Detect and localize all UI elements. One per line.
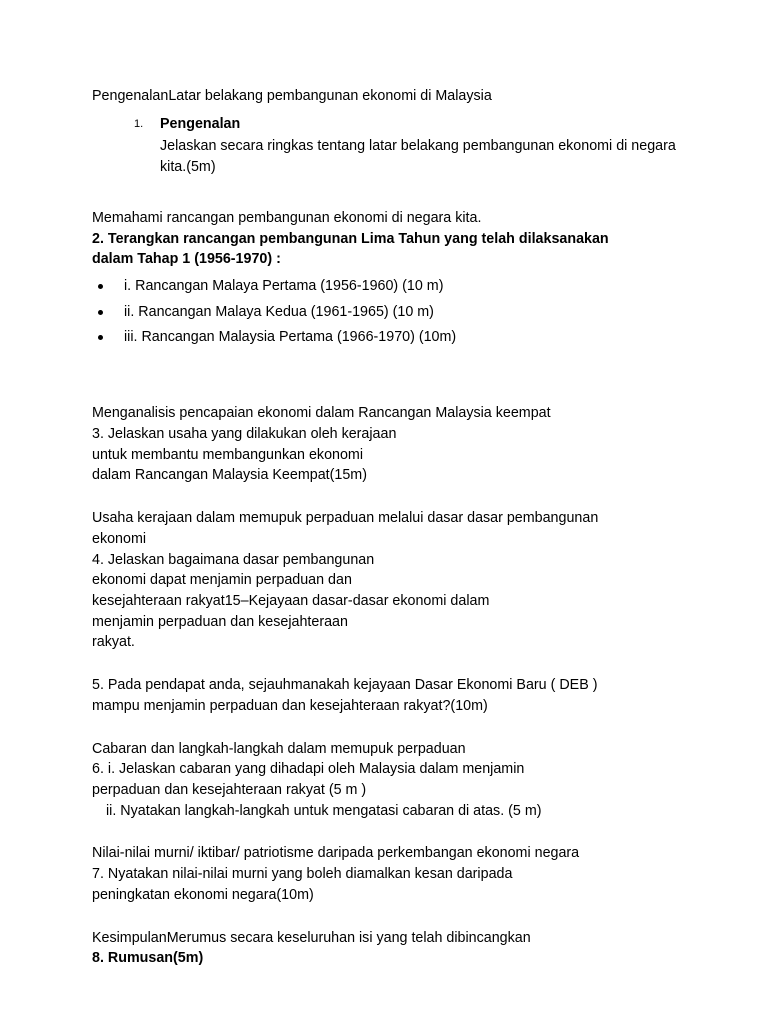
spacer [92,178,688,208]
section5-line2: mampu menjamin perpaduan dan kesejahteraan rakyat?(10m) [92,697,488,714]
numbered-item-body [160,114,688,178]
section6-line1: 6. i. Jelaskan cabaran yang dihadapi oleh Malaysia dalam menjamin [92,761,525,778]
section3-intro: Menganalisis pencapaian ekonomi dalam Rancangan Malaysia keempat [92,405,551,422]
spacer [92,906,688,928]
document-body [92,86,688,969]
spacer [92,653,688,675]
section6-line2: perpaduan dan kesejahteraan rakyat (5 m ) [92,781,367,798]
section8-intro: KesimpulanMerumus secara keseluruhan isi yang telah dibincangkan [92,929,531,946]
numbered-item-text: Jelaskan secara ringkas tentang latar belakang pembangunan ekonomi di negara kita.(5m) [160,138,676,176]
list-item: ii. Rancangan Malaya Kedua (1961-1965) (10 m) [92,302,688,323]
section4-line3: kesejahteraan rakyat15–Kejayaan dasar-dasar ekonomi dalam [92,592,490,609]
section3-line3: dalam Rancangan Malaysia Keempat(15m) [92,467,367,484]
spacer [92,353,688,389]
spacer [92,821,688,843]
list-item: iii. Rancangan Malaysia Pertama (1966-1970) (10m) [92,327,688,348]
section3-line2: untuk membantu membangunkan ekonomi [92,446,364,463]
list-marker: 1. [134,117,144,130]
document-heading: PengenalanLatar belakang pembangunan ekonomi di Malaysia [92,88,492,104]
section2-question-line2: dalam Tahap 1 (1956-1970) : [92,251,281,268]
section5-line1: 5. Pada pendapat anda, sejauhmanakah kejayaan Dasar Ekonomi Baru ( DEB ) [92,677,598,694]
list-item: i. Rancangan Malaya Pertama (1956-1960) (10 m) [92,276,688,297]
spacer [92,389,688,403]
section4-line5: rakyat. [92,634,135,651]
numbered-item-1 [134,114,688,178]
spacer [92,486,688,508]
section2-question-line1: 2. Terangkan rancangan pembangunan Lima Tahun yang telah dilaksanakan [92,230,609,247]
section4-line1: 4. Jelaskan bagaimana dasar pembangunan [92,551,375,568]
section6-sub-line: ii. Nyatakan langkah-langkah untuk mengatasi cabaran di atas. (5 m) [106,802,542,819]
section4-line4: menjamin perpaduan dan kesejahteraan [92,613,348,630]
section4-intro-line2: ekonomi [92,530,147,547]
section7-intro: Nilai-nilai murni/ iktibar/ patriotisme daripada perkembangan ekonomi negara [92,845,580,862]
section7-line2: peningkatan ekonomi negara(10m) [92,886,314,903]
section7-line1: 7. Nyatakan nilai-nilai murni yang boleh diamalkan kesan daripada [92,866,513,883]
spacer [92,717,688,739]
section4-intro-line1: Usaha kerajaan dalam memupuk perpaduan melalui dasar dasar pembangunan [92,510,599,527]
section8-conclusion: 8. Rumusan(5m) [92,950,204,967]
numbered-item-title: Pengenalan [160,115,241,132]
section3-line1: 3. Jelaskan usaha yang dilakukan oleh kerajaan [92,425,397,442]
section4-line2: ekonomi dapat menjamin perpaduan dan [92,572,352,589]
section6-intro: Cabaran dan langkah-langkah dalam memupuk perpaduan [92,740,466,757]
section2-intro: Memahami rancangan pembangunan ekonomi di negara kita. [92,209,482,226]
section2-bullet-list [92,276,688,348]
